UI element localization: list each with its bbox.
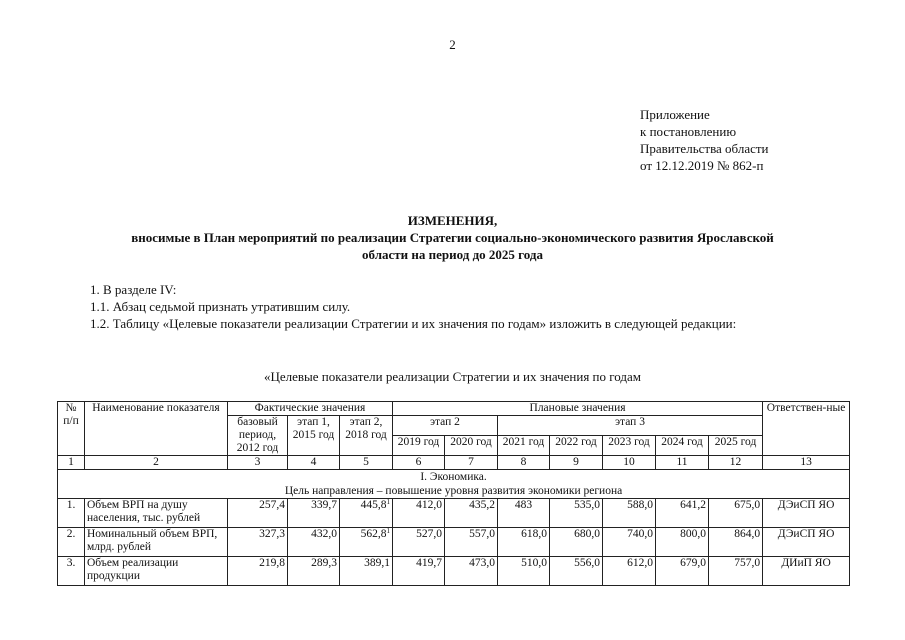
cell-2023: 612,0 [603, 557, 656, 586]
header-responsible: Ответствен-ные [763, 402, 850, 456]
table-row [58, 528, 850, 557]
title-line-1: ИЗМЕНЕНИЯ, [407, 213, 498, 228]
column-number: 4 [288, 456, 340, 470]
column-number: 6 [393, 456, 445, 470]
cell-2021: 510,0 [498, 557, 550, 586]
cell-responsible: ДЭиСП ЯО [763, 499, 850, 528]
cell-stage1: 432,0 [288, 528, 340, 557]
cell-2023: 588,0 [603, 499, 656, 528]
header-year-2024: 2024 год [656, 436, 709, 456]
table-row [58, 499, 850, 528]
header-name: Наименование показателя [85, 402, 228, 456]
cell-2025: 675,0 [709, 499, 763, 528]
column-number: 3 [228, 456, 288, 470]
cell-stage2 [340, 528, 393, 557]
cell-base: 327,3 [228, 528, 288, 557]
header-year-2022: 2022 год [550, 436, 603, 456]
header-year-2019: 2019 год [393, 436, 445, 456]
header-year-2020: 2020 год [445, 436, 498, 456]
header-year-2025: 2025 год [709, 436, 763, 456]
cell-responsible: ДИиП ЯО [763, 557, 850, 586]
title-line-3: области на период до 2025 года [362, 247, 543, 262]
appendix-line: от 12.12.2019 № 862-п [640, 158, 764, 173]
column-number: 11 [656, 456, 709, 470]
cell-stage2 [340, 499, 393, 528]
footnote-mark: 1 [386, 527, 390, 535]
row-num: 2. [58, 528, 85, 557]
header-num: № п/п [58, 402, 85, 456]
footnote-mark: 1 [386, 498, 390, 506]
header-year-2023: 2023 год [603, 436, 656, 456]
cell-2020: 473,0 [445, 557, 498, 586]
cell-2021: 483 [498, 499, 550, 528]
row-indicator-name: Номинальный объем ВРП, млрд. рублей [85, 528, 228, 557]
cell-2025: 757,0 [709, 557, 763, 586]
appendix-line: к постановлению [640, 124, 737, 139]
cell-2025: 864,0 [709, 528, 763, 557]
document-title [40, 212, 865, 263]
cell-2024: 800,0 [656, 528, 709, 557]
paragraph-1: 1. В разделе IV: [90, 282, 177, 297]
header-planned: Плановые значения [393, 402, 763, 416]
cell-2019: 527,0 [393, 528, 445, 557]
cell-2023: 740,0 [603, 528, 656, 557]
appendix-line: Приложение [640, 107, 710, 122]
cell-value: 445,8 [360, 499, 387, 511]
cell-2024: 679,0 [656, 557, 709, 586]
cell-stage1: 339,7 [288, 499, 340, 528]
indicators-table [57, 401, 850, 586]
cell-stage1: 289,3 [288, 557, 340, 586]
cell-2020: 435,2 [445, 499, 498, 528]
table-caption: «Целевые показатели реализации Стратегии и их значения по годам [263, 369, 642, 384]
row-num: 1. [58, 499, 85, 528]
header-actual: Фактические значения [228, 402, 393, 416]
cell-2019: 412,0 [393, 499, 445, 528]
header-stage2-2018: этап 2, 2018 год [340, 416, 393, 456]
table-row [58, 557, 850, 586]
cell-2021: 618,0 [498, 528, 550, 557]
header-base: базовый период, 2012 год [228, 416, 288, 456]
header-year-2021: 2021 год [498, 436, 550, 456]
section-title: I. Экономика. [420, 471, 487, 483]
cell-2020: 557,0 [445, 528, 498, 557]
column-number: 2 [85, 456, 228, 470]
header-stage3: этап 3 [498, 416, 763, 436]
title-line-2: вносимые в План мероприятий по реализации Стратегии социально-экономического развития Ярославской [131, 230, 774, 245]
section-header [58, 470, 850, 499]
paragraph-1-1: 1.1. Абзац седьмой признать утратившим силу. [90, 299, 351, 314]
cell-responsible: ДЭиСП ЯО [763, 528, 850, 557]
appendix-block [640, 106, 769, 174]
cell-value: 389,1 [364, 557, 390, 569]
header-stage2: этап 2 [393, 416, 498, 436]
cell-2019: 419,7 [393, 557, 445, 586]
column-number: 7 [445, 456, 498, 470]
row-indicator-name: Объем реализации продукции [85, 557, 228, 586]
page-number: 2 [449, 37, 456, 52]
cell-value: 562,8 [360, 528, 387, 540]
appendix-line: Правительства области [640, 141, 769, 156]
row-indicator-name: Объем ВРП на душу населения, тыс. рублей [85, 499, 228, 528]
header-stage1: этап 1, 2015 год [288, 416, 340, 456]
column-number: 12 [709, 456, 763, 470]
column-number: 13 [763, 456, 850, 470]
column-number: 9 [550, 456, 603, 470]
cell-base: 257,4 [228, 499, 288, 528]
cell-2022: 556,0 [550, 557, 603, 586]
cell-2022: 535,0 [550, 499, 603, 528]
cell-2024: 641,2 [656, 499, 709, 528]
column-number: 10 [603, 456, 656, 470]
column-number: 1 [58, 456, 85, 470]
paragraph-1-2: 1.2. Таблицу «Целевые показатели реализации Стратегии и их значения по годам» изложить в следующей редакции: [90, 316, 737, 331]
section-goal: Цель направления – повышение уровня развития экономики региона [284, 485, 623, 497]
cell-base: 219,8 [228, 557, 288, 586]
row-num: 3. [58, 557, 85, 586]
column-number: 5 [340, 456, 393, 470]
cell-stage2 [340, 557, 393, 586]
cell-2022: 680,0 [550, 528, 603, 557]
column-number: 8 [498, 456, 550, 470]
